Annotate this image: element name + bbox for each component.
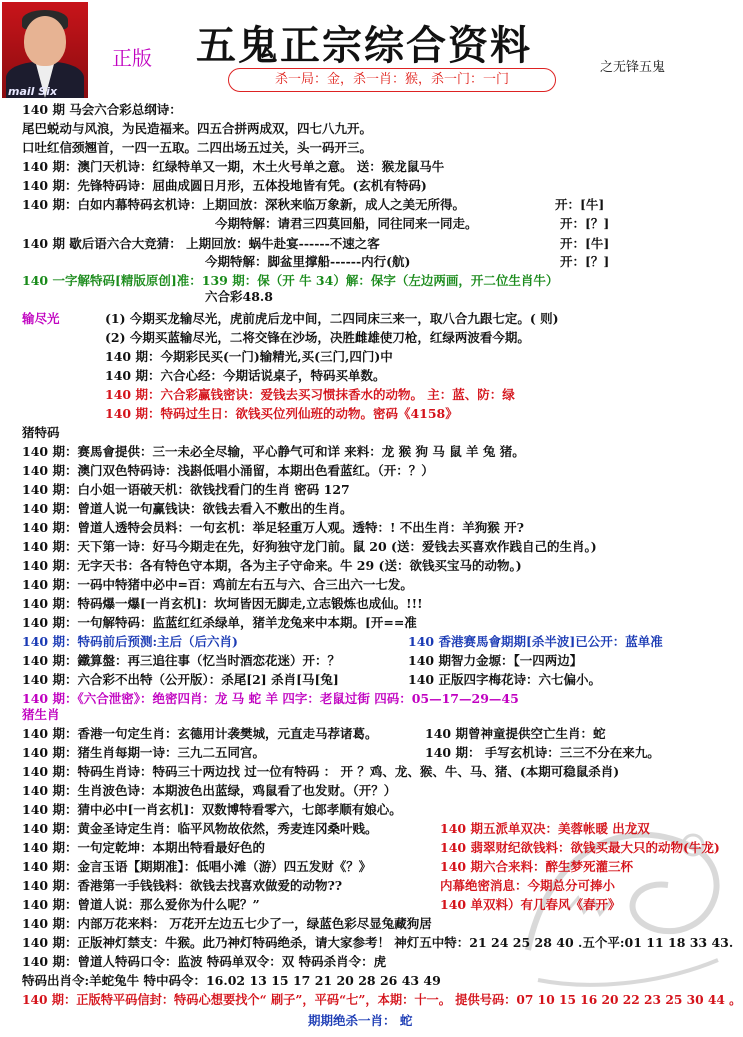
text-line: 140 期 歇后语六合大竞猜： 上期回放：蜗牛赴宴------不速之客 <box>22 236 380 251</box>
text-line: 140 正版四字梅花诗：六七偏小。 <box>408 672 601 687</box>
text-line: 140 期：六合彩赢钱密诀：爱钱去买习惯抹香水的动物。 主：蓝、防：绿 <box>105 387 515 402</box>
text-line: 140 期：正版特平码信封：特码心想要找个“ 刷子”，平码“七”，本期：十一。 提供号码：07 10 15 16 20 22 23 25 30 44 。 <box>22 992 742 1007</box>
text-line: 140 期五派单双决：美蓉帐暖 出龙双 <box>440 821 650 836</box>
text-line: (1) 今期买龙输尽光，虎前虎后龙中间，二四同床三来一，取八合九跟七定。( 则) <box>105 311 559 326</box>
text-line: 140 期六合来料：醉生梦死灌三杯 <box>440 859 633 874</box>
page-subtitle: 之无锋五鬼 <box>600 60 666 75</box>
text-line: 特码出肖令:羊蛇兔牛 特中码令：16.02 13 15 17 21 20 28 26 43 49 <box>22 973 441 988</box>
text-line: 140 期：先锋特码诗：屈曲成圆日月形，五体投地皆有凭。(玄机有特码) <box>22 178 427 193</box>
text-line: 140 期：黄金圣诗定生肖：临平风物故依然，秀麦连冈桑叶贱。 <box>22 821 378 836</box>
text-line: 开：[？] <box>560 254 610 269</box>
portrait-watermark: mail Six <box>8 85 58 98</box>
text-line: 140 期：猪生肖每期一诗：三九二五同宫。 <box>22 745 265 760</box>
text-line: 140 期：曾道人说一句赢钱诀：欲钱去看入不敷出的生肖。 <box>22 501 353 516</box>
text-line: 开：[牛] <box>555 197 605 212</box>
text-line: 140 期：白小姐一语破天机：欲钱找看门的生肖 密码 127 <box>22 482 350 497</box>
text-line: 140 期：白如内幕特码玄机诗：上期回放：深秋来临万象新，成人之美无所得。 <box>22 197 465 212</box>
text-line: 140 期：曾道人特码口令：监波 特码单双令：双 特码杀肖令：虎 <box>22 954 387 969</box>
text-line: 140 期：天下第一诗：好马今期走在先，好狗独守龙门前。鼠 20 (送：爱钱去买喜欢作践自己的生肖。) <box>22 539 597 554</box>
text-line: 140 期曾神童提供空亡生肖：蛇 <box>425 726 606 741</box>
text-line: 140 期：曾道人说：那么爱你为什么呢？” <box>22 897 260 912</box>
text-line: 140 期：特码爆一爆[一肖玄机]：坎坷皆因无脚走,立志锻炼也成仙。!!! <box>22 596 423 611</box>
text-line: 140 期 马会六合彩总纲诗： <box>22 102 182 117</box>
text-line: 140 期：六合彩不出特（公开版）：杀尾[2] 杀肖[马[兔] <box>22 672 339 687</box>
text-line: 140 期：一码中特猪中必中=百：鸡前左右五与六、合三出六一七发。 <box>22 577 413 592</box>
text-line: 140 单双料）有几春风《春开》 <box>440 897 621 912</box>
text-line: 140 期：澳门天机诗：红绿特单又一期，木土火号单之意。 送：猴龙鼠马牛 <box>22 159 445 174</box>
text-line: 140 期：今期彩民买(一门)输精光,买(三门,四门)中 <box>105 349 393 364</box>
text-line: 140 期：内部万花来料： 万花开左边五七少了一，绿蓝色彩尽显兔藏狗居 <box>22 916 432 931</box>
text-line: 140 期：生肖波色诗：本期波色出蓝绿，鸡鼠看了也发财。（开？） <box>22 783 397 798</box>
text-line: 140 期： 手写玄机诗：三三不分在来九。 <box>425 745 660 760</box>
text-line: 六合彩48.8 <box>205 289 273 304</box>
text-line: 140 期：香港第一手钱钱料：欲钱去找喜欢做爱的动物?? <box>22 878 343 893</box>
text-line: 140 期：赛馬會提供：三一未必全尽输，平心静气可和详 来料：龙 猴 狗 马 鼠 羊 兔 猪。 <box>22 444 525 459</box>
edition-label: 正版 <box>112 46 152 70</box>
text-line: 尾巴蜕动与风浪，为民造福来。四五合拼两成双，四七八九开。 <box>22 121 373 136</box>
text-line: 140 期：特码前后预测:主后（后六肖) <box>22 634 238 649</box>
text-line: 140 期：特码生肖诗：特码三十两边找 过一位有特码 ： 开 ？鸡、龙、猴、牛、马、猪、(本期可稳鼠杀肖) <box>22 764 620 779</box>
text-line: 140 翡翠财纪欲钱料：欲钱买最大只的动物(牛龙) <box>440 840 720 855</box>
text-line: 140 期智力金塬：【一四两边】 <box>408 653 583 668</box>
text-line: 内幕绝密消息：今期总分可捧小 <box>440 878 616 893</box>
text-line: 140 期：六合心经：今期话说桌子，特码买单数。 <box>105 368 386 383</box>
kill-banner: 杀一局：金，杀一肖：猴，杀一门：一门 <box>228 68 556 92</box>
text-line: 140 期：《六合泄密》：绝密四肖：龙 马 蛇 羊 四字：老鼠过街 四码：05—17—29—45 <box>22 691 519 706</box>
text-line: 140 期：香港一句定生肖：玄德用计袭樊城，元直走马荐诸葛。 <box>22 726 378 741</box>
text-line: 140 香港赛馬會期期[杀半波]已公开：蓝单准 <box>408 634 663 649</box>
text-line: 140 一字解特码[精版原创]准：139 期：保（开 牛 34）解：保字（左边两画，开二位生肖牛） <box>22 273 559 288</box>
text-line: 今期特解：脚盆里撑船------内行(航) <box>205 254 411 269</box>
text-line: 猪特码 <box>22 425 60 440</box>
text-line: 140 期：正版神灯禁支：牛猴。此乃神灯特码绝杀，请大家参考！ 神灯五中特：21 24 25 28 40 .五个平:01 11 18 33 43. <box>22 935 734 950</box>
text-line: 140 期：曾道人透特会员料：一句玄机：举足轻重万人观。透特：! 不出生肖：羊狗猴 开? <box>22 520 524 535</box>
text-line: 140 期：鐵算盤：再三追往事（忆当时酒恋花迷）开：？ <box>22 653 340 668</box>
text-line: 期期绝杀一肖： 蛇 <box>308 1013 413 1028</box>
text-line: 140 期：无字天书：各有特色守本期，各为主子守命来。牛 29 (送：欲钱买宝马的动物。) <box>22 558 522 573</box>
text-line: 140 期：特码过生日：欲钱买位列仙班的动物。密码《4158》 <box>105 406 458 421</box>
text-line: 今期特解：请君三四莫回船，同往同来一同走。 <box>215 216 478 231</box>
text-line: 猪生肖 <box>22 707 60 722</box>
text-line: 140 期：猜中必中[一肖玄机]：双数博特看零六，七郎孝顺有娘心。 <box>22 802 402 817</box>
text-line: (2) 今期买蓝输尽光，二将交锋在沙场，决胜雌雄使刀枪，红绿两波看今期。 <box>105 330 530 345</box>
text-line: 开：[牛] <box>560 236 610 251</box>
text-line: 开：[？] <box>560 216 610 231</box>
page-title: 五鬼正宗综合资料 <box>196 23 532 69</box>
text-line: 口吐红信颈翘首，一四一五取。二四出场五过关，头一码开三。 <box>22 140 373 155</box>
text-line: 140 期：一句解特码：监蓝红红杀绿单，猪羊龙兔来中本期。[开==准 <box>22 615 417 630</box>
text-line: 140 期：一句定乾坤：本期出特看最好色的 <box>22 840 265 855</box>
text-line: 140 期：澳门双色特码诗：浅斟低唱小涌留，本期出色看蓝红。（开：？） <box>22 463 434 478</box>
text-line: 输尽光 <box>22 311 60 326</box>
text-line: 140 期：金言玉语【期期准】：低唱小滩（游）四五发财《？》 <box>22 859 372 874</box>
